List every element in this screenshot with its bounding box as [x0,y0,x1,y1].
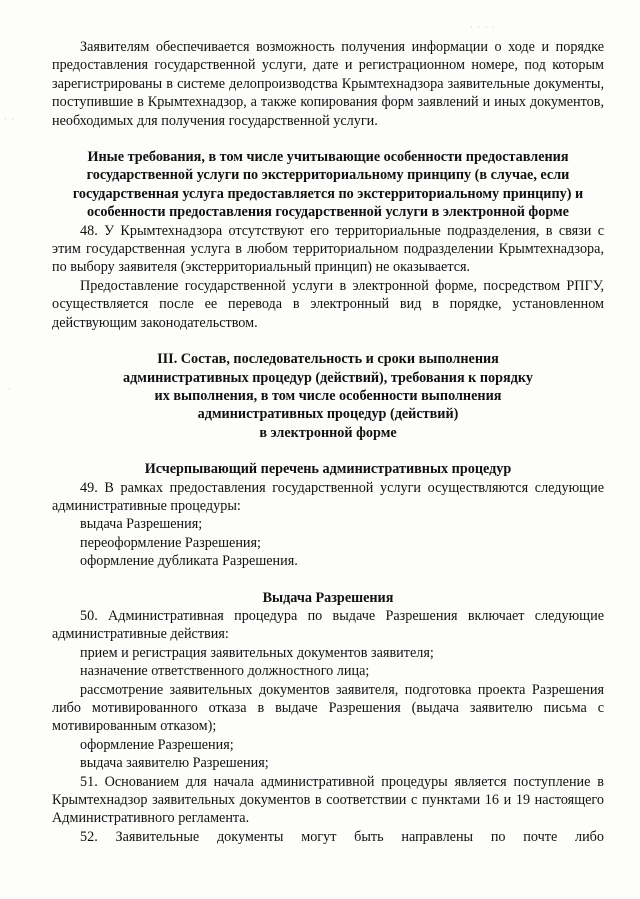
list-item: переоформление Разрешения; [80,534,261,551]
paragraph-info-access: Заявителям обеспечивается возможность получения информации о ходе и порядке предоставления государственной услуги, дате и регистрационном номере, под которым зарегистрированы в системе делопроизводства Крымтехнадзора заявительные документы, поступившие в Крымтехнадзор, а также копирования форм заявлений и иных документов, необходимых для получения государственной услуги. [52,39,604,129]
paragraph-electronic-form: Предоставление государственной услуги в электронной форме, посредством РПГУ, осуществляется после ее перевода в электронный вид в порядке, установленном действующим законодательством. [52,277,604,331]
heading-procedure-list: Исчерпывающий перечень административных процедур [144,461,512,478]
section-3-heading [52,350,604,442]
paragraph-49: 49. В рамках предоставления государственной услуги осуществляются следующие административные процедуры: [52,479,604,514]
heading-other-requirements: Иные требования, в том числе учитывающие особенности предоставления государственной услуги по экстерриториальному принципу (в случае, если государственная услуга предоставляется по экстерриториальному принципу) и особенности предоставления государственной услуги в электронной форме [72,149,584,221]
scan-noise: · · [4,114,16,124]
section-3-heading-line: в электронной форме [259,424,397,441]
scan-noise: · · · · [470,22,496,32]
list-item: выдача Разрешения; [80,516,203,533]
section-3-heading-line: III. Состав, последовательность и сроки выполнения [157,351,499,368]
list-item: прием и регистрация заявительных документов заявителя; [80,644,434,661]
section-3-heading-line: административных процедур (действий) [197,406,459,423]
paragraph-50: 50. Административная процедура по выдаче Разрешения включает следующие административные действия: [52,607,604,643]
list-item: оформление дубликата Разрешения. [80,553,298,570]
section-3-heading-line: их выполнения, в том числе особенности выполнения [154,387,502,404]
scan-noise: · [8,384,12,394]
list-item: оформление Разрешения; [80,736,234,753]
paragraph-52: 52. Заявительные документы могут быть направлены по почте либо [80,828,604,845]
list-item: назначение ответственного должностного лица; [80,663,370,680]
section-3-heading-line: административных процедур (действий), требования к порядку [123,369,533,386]
paragraph-48: 48. У Крымтехнадзора отсутствуют его территориальные подразделения, в связи с этим государственная услуга в любом территориальном подразделении Крымтехнадзора, по выбору заявителя (экстерриториальный принцип) не оказывается. [52,222,604,276]
paragraph-review: рассмотрение заявительных документов заявителя, подготовка проекта Разрешения либо мотивированного отказа в выдаче Разрешения (выдача заявителю письма с мотивированным отказом); [52,681,604,735]
paragraph-51: 51. Основанием для начала административной процедуры является поступление в Крымтехнадзор заявительных документов в соответствии с пунктами 16 и 19 настоящего Административного регламента. [52,773,604,827]
list-item: выдача заявителю Разрешения; [80,755,269,772]
heading-issue-permit: Выдача Разрешения [262,589,394,606]
